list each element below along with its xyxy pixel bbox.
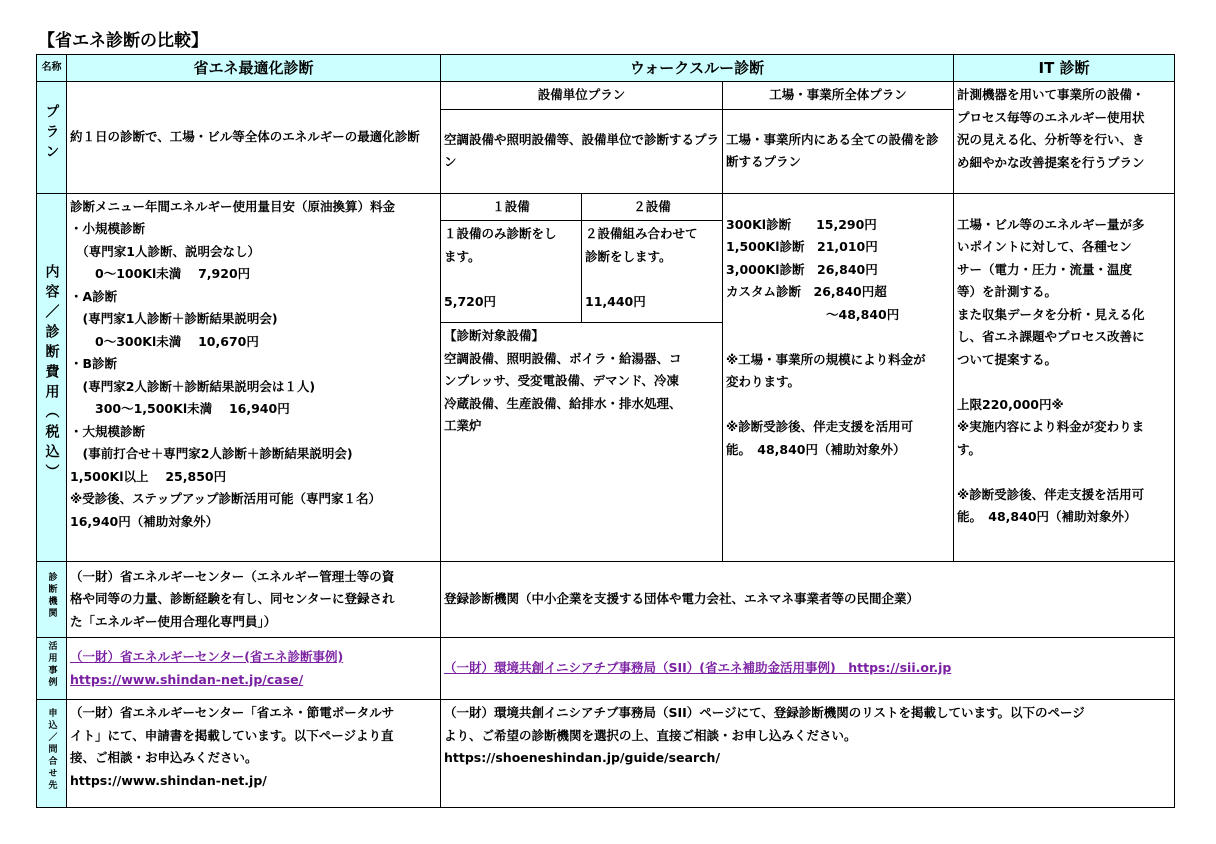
- institution-others: 登録診断機関（中小企業を支援する団体や電力会社、エネマネ事業者等の民間企業）: [441, 562, 1175, 638]
- target-equipment: 【診断対象設備】 空調設備、照明設備、ボイラ・給湯器、コ ンプレッサ、受変電設備、デマンド、冷凍 冷蔵設備、生産設備、給排水・排水処理、 工業炉: [441, 323, 723, 562]
- row-label-institution: 診断機関: [37, 562, 67, 638]
- contact-optimization: （一財）省エネルギーセンター「省エネ・節電ポータルサ イト」にて、申請書を掲載しています。以下ページより直 接、ご相談・お申込みください。 https://www.shindan-net.jp/: [67, 700, 441, 808]
- page-title: 【省エネ診断の比較】: [38, 31, 208, 51]
- shindan-case-url[interactable]: https://www.shindan-net.jp/case/: [70, 671, 304, 687]
- plan-optimization: 約１日の診断で、工場・ビル等全体のエネルギーの最適化診断: [67, 82, 441, 194]
- examples-others: [441, 638, 1175, 700]
- plan-it: 計測機器を用いて事業所の設備・ プロセス毎等のエネルギー使用状 況の見える化、分析等を行い、き め細やかな改善提案を行うプラン: [954, 82, 1175, 194]
- shoene-search-url[interactable]: https://shoeneshindan.jp/guide/search/: [444, 750, 721, 765]
- header-name-label: 名称: [37, 55, 67, 82]
- comparison-table: [36, 54, 1175, 808]
- shindan-portal-url[interactable]: https://www.shindan-net.jp/: [70, 772, 267, 788]
- one-equipment-title: １設備: [441, 193, 582, 221]
- row-label-content: 内容／診断費用（税込）: [37, 193, 67, 562]
- one-equipment-detail: １設備のみ診断をし ます。 5,720円: [441, 221, 582, 323]
- plan-unit-text: 空調設備や照明設備等、設備単位で診断するプラン: [441, 109, 723, 193]
- two-equipment-detail: ２設備組み合わせて 診断をします。 11,440円: [582, 221, 723, 323]
- header-col-it: IT 診断: [954, 55, 1175, 82]
- plan-whole-title: 工場・事業所全体プラン: [723, 82, 954, 110]
- one-equipment-price: 5,720円: [444, 293, 497, 309]
- content-optimization: 診断メニュー年間エネルギー使用量目安（原油換算）料金 ・小規模診断 （専門家1人診断、説明会なし） 0～100Kl未満 7,920円 ・A診断 (専門家1人診断＋診断結果説明会) 0～300Kl未満 10,670円 ・B診断 (専門家2人診断＋診断結果説明会は１人) 300～1,500Kl未満 16,940円 ・大規模診断 (事前打合せ＋専門家2人診断＋診断結果説明会) 1,500Kl以上 25,850円 ※受診後、ステップアップ診断活用可能（専門家１名） 16,940円（補助対象外）: [67, 193, 441, 562]
- two-equipment-title: ２設備: [582, 193, 723, 221]
- plan-unit-title: 設備単位プラン: [441, 82, 723, 110]
- plan-whole-text: 工場・事業所内にある全ての設備を診断するプラン: [723, 109, 954, 193]
- header-col-walkthrough: ウォークスルー診断: [441, 55, 954, 82]
- shindan-case-link[interactable]: （一財）省エネルギーセンター(省エネ診断事例): [70, 649, 344, 664]
- examples-optimization: [67, 638, 441, 700]
- row-label-examples: 活用事例: [37, 638, 67, 700]
- header-col-optimization: 省エネ最適化診断: [67, 55, 441, 82]
- content-whole: 300Kl診断 15,290円 1,500Kl診断 21,010円 3,000Kl診断 26,840円 カスタム診断 26,840円超 ～48,840円 ※工場・事業所の規模により料金が 変わります。 ※診断受診後、伴走支援を活用可 能。 48,840円（補助対象外）: [723, 193, 954, 562]
- row-label-contact: 申込／問合せ先: [37, 700, 67, 808]
- two-equipment-price: 11,440円: [585, 293, 646, 309]
- sii-link[interactable]: （一財）環境共創イニシアチブ事務局（SII）(省エネ補助金活用事例) https://sii.or.jp: [444, 660, 952, 676]
- content-it: 工場・ビル等のエネルギー量が多 いポイントに対して、各種セン サー（電力・圧力・流量・温度 等）を計測する。 また収集データを分析・見える化 し、省エネ課題やプロセス改善に ついて提案する。 上限220,000円※ ※実施内容により料金が変わりま す。 ※診断受診後、伴走支援を活用可 能。 48,840円（補助対象外）: [954, 193, 1175, 562]
- row-label-plan: プラン: [37, 82, 67, 194]
- contact-others: （一財）環境共創イニシアチブ事務局（SII）ページにて、登録診断機関のリストを掲載しています。以下のページ より、ご希望の診断機関を選択の上、直接ご相談・お申し込みください。 https://shoeneshindan.jp/guide/search/: [441, 700, 1175, 808]
- institution-optimization: （一財）省エネルギーセンター（エネルギー管理士等の資 格や同等の力量、診断経験を有し、同センターに登録され た「エネルギー使用合理化専門員」）: [67, 562, 441, 638]
